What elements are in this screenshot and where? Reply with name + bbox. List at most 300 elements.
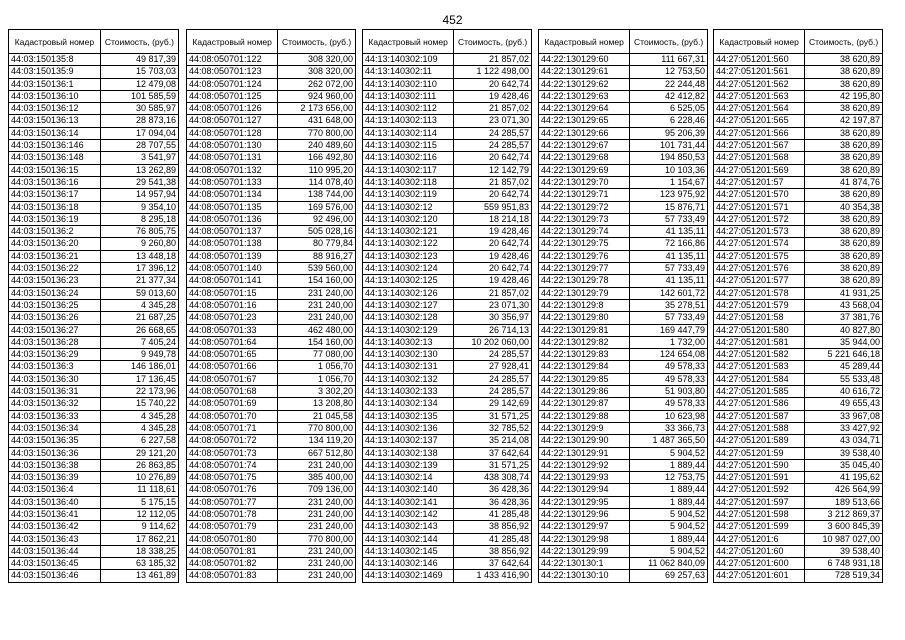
cadastral-number-cell: 44:27:051201:6 [714, 533, 805, 545]
cadastral-number-cell: 44:08:050701:68 [187, 386, 278, 398]
cost-cell: 88 916,27 [278, 250, 356, 262]
cadastral-number-cell: 44:08:050701:67 [187, 373, 278, 385]
cost-cell: 9 260,80 [100, 238, 178, 250]
cadastral-number-cell: 44:08:050701:33 [187, 324, 278, 336]
cadastral-number-cell: 44:27:051201:583 [714, 361, 805, 373]
table-row [187, 238, 356, 250]
cost-cell: 95 206,39 [630, 127, 708, 139]
table-row [187, 140, 356, 152]
table-row [539, 263, 708, 275]
cadastral-number-cell: 44:27:051201:582 [714, 349, 805, 361]
cadastral-number-cell: 44:13:140302:111 [363, 90, 454, 102]
table-row [9, 275, 179, 287]
cost-cell: 35 214,08 [454, 435, 532, 447]
table-row [539, 213, 708, 225]
cadastral-number-cell: 44:22:130129:88 [539, 410, 630, 422]
table-row [363, 472, 532, 484]
cost-cell: 154 160,00 [278, 275, 356, 287]
table-row [539, 361, 708, 373]
table-row [714, 164, 883, 176]
cost-cell: 24 285,57 [454, 349, 532, 361]
table-row [714, 90, 883, 102]
cost-cell: 21 687,25 [100, 312, 178, 324]
cadastral-number-cell: 44:03:150136:34 [9, 422, 101, 434]
cost-cell: 49 578,33 [630, 398, 708, 410]
table-row [9, 447, 179, 459]
cadastral-number-cell: 44:08:050701:133 [187, 176, 278, 188]
header-cadastral-number: Кадастровый номер [363, 30, 454, 54]
cadastral-number-cell: 44:27:051201:599 [714, 521, 805, 533]
cost-cell: 42 412,82 [630, 90, 708, 102]
cost-cell: 39 538,40 [805, 447, 883, 459]
cadastral-number-cell: 44:13:140302:117 [363, 164, 454, 176]
table-row [363, 250, 532, 262]
cadastral-number-cell: 44:27:051201:576 [714, 263, 805, 275]
table-row [187, 361, 356, 373]
table-row [187, 164, 356, 176]
cost-cell: 22 244,48 [630, 78, 708, 90]
cost-cell: 28 707,55 [100, 140, 178, 152]
table-row [363, 78, 532, 90]
cost-cell: 111 667,31 [630, 54, 708, 66]
cost-cell: 27 928,41 [454, 361, 532, 373]
table-row [363, 349, 532, 361]
table-row [363, 115, 532, 127]
table-row [187, 373, 356, 385]
table-row [363, 66, 532, 78]
cost-cell: 17 136,45 [100, 373, 178, 385]
cost-cell: 539 560,00 [278, 263, 356, 275]
cost-cell: 41 931,25 [805, 287, 883, 299]
table-row [9, 484, 179, 496]
cost-cell: 51 903,80 [630, 386, 708, 398]
table-row [9, 508, 179, 520]
table-row [714, 226, 883, 238]
table-row [714, 508, 883, 520]
cadastral-number-cell: 44:27:051201:574 [714, 238, 805, 250]
cost-cell: 19 428,46 [454, 250, 532, 262]
cost-cell: 154 160,00 [278, 336, 356, 348]
cadastral-number-cell: 44:03:150136:146 [9, 140, 101, 152]
table-row [539, 54, 708, 66]
table-row [9, 250, 179, 262]
cadastral-number-cell: 44:13:140302:145 [363, 545, 454, 557]
cost-cell: 18 214,18 [454, 213, 532, 225]
cost-cell: 37 642,64 [454, 558, 532, 570]
cadastral-number-cell: 44:08:050701:130 [187, 140, 278, 152]
cost-cell: 38 620,89 [805, 226, 883, 238]
cost-cell: 17 094,04 [100, 127, 178, 139]
cost-cell: 770 800,00 [278, 422, 356, 434]
cadastral-number-cell: 44:27:051201:589 [714, 435, 805, 447]
cadastral-number-cell: 44:13:140302:122 [363, 238, 454, 250]
table-row [714, 447, 883, 459]
table-row [714, 201, 883, 213]
table-row [187, 349, 356, 361]
cost-cell: 38 620,89 [805, 238, 883, 250]
cost-cell: 114 078,40 [278, 176, 356, 188]
cost-cell: 770 800,00 [278, 533, 356, 545]
cadastral-number-cell: 44:13:140302:143 [363, 521, 454, 533]
table-row [714, 570, 883, 582]
cadastral-number-cell: 44:03:150135:8 [9, 54, 101, 66]
table-row [714, 140, 883, 152]
table-row [539, 545, 708, 557]
cadastral-number-cell: 44:13:140302:141 [363, 496, 454, 508]
table-row [187, 336, 356, 348]
header-cost: Стоимость, (руб.) [454, 30, 532, 54]
cadastral-number-cell: 44:13:140302:112 [363, 103, 454, 115]
table-row [363, 422, 532, 434]
header-cost: Стоимость, (руб.) [100, 30, 178, 54]
cost-cell: 38 620,89 [805, 275, 883, 287]
table-row [363, 373, 532, 385]
table-row [363, 521, 532, 533]
cadastral-number-cell: 44:03:150136:39 [9, 472, 101, 484]
cost-cell: 21 857,02 [454, 176, 532, 188]
table-row [9, 398, 179, 410]
table-row [187, 54, 356, 66]
cadastral-number-cell: 44:22:130129:93 [539, 472, 630, 484]
cadastral-number-cell: 44:08:050701:136 [187, 213, 278, 225]
table-row [539, 447, 708, 459]
cost-cell: 15 876,71 [630, 201, 708, 213]
cost-cell: 5 175,15 [100, 496, 178, 508]
cadastral-number-cell: 44:08:050701:71 [187, 422, 278, 434]
cost-cell: 12 753,75 [630, 472, 708, 484]
cadastral-number-cell: 44:13:140302:132 [363, 373, 454, 385]
cost-cell: 231 240,00 [278, 312, 356, 324]
cost-cell: 31 571,25 [454, 410, 532, 422]
cost-cell: 231 240,00 [278, 521, 356, 533]
cost-cell: 43 034,71 [805, 435, 883, 447]
header-cost: Стоимость, (руб.) [278, 30, 356, 54]
cost-cell: 38 620,89 [805, 189, 883, 201]
table-row [539, 201, 708, 213]
cost-cell: 20 642,74 [454, 263, 532, 275]
cadastral-number-cell: 44:22:130129:78 [539, 275, 630, 287]
cost-cell: 12 479,08 [100, 78, 178, 90]
cadastral-number-cell: 44:27:051201:566 [714, 127, 805, 139]
cadastral-number-cell: 44:22:130129:72 [539, 201, 630, 213]
table-row [539, 238, 708, 250]
cost-cell: 1 889,44 [630, 496, 708, 508]
table-row [9, 201, 179, 213]
cadastral-number-cell: 44:22:130129:66 [539, 127, 630, 139]
cost-cell: 49 578,33 [630, 361, 708, 373]
cost-cell: 33 427,92 [805, 422, 883, 434]
cadastral-number-cell: 44:08:050701:76 [187, 484, 278, 496]
cost-cell: 59 013,60 [100, 287, 178, 299]
table-row [714, 410, 883, 422]
table-row [187, 90, 356, 102]
cadastral-number-cell: 44:27:051201:585 [714, 386, 805, 398]
cost-cell: 770 800,00 [278, 127, 356, 139]
table-row [9, 533, 179, 545]
table-row [187, 484, 356, 496]
cadastral-number-cell: 44:03:150136:27 [9, 324, 101, 336]
cost-cell: 30 585,97 [100, 103, 178, 115]
table-row [539, 176, 708, 188]
table-row [363, 226, 532, 238]
table-row [9, 140, 179, 152]
cost-cell: 101 731,44 [630, 140, 708, 152]
table-row [9, 459, 179, 471]
table-row [363, 164, 532, 176]
table-row [9, 127, 179, 139]
cadastral-number-cell: 44:27:051201:572 [714, 213, 805, 225]
cost-cell: 57 733,49 [630, 213, 708, 225]
cost-cell: 41 135,11 [630, 250, 708, 262]
cadastral-number-cell: 44:03:150136:1 [9, 78, 101, 90]
cost-cell: 194 850,53 [630, 152, 708, 164]
cadastral-number-cell: 44:22:130129:97 [539, 521, 630, 533]
cost-cell: 36 428,36 [454, 496, 532, 508]
cadastral-number-cell: 44:27:051201:567 [714, 140, 805, 152]
table-row [539, 398, 708, 410]
cost-cell: 38 620,89 [805, 164, 883, 176]
table-row [9, 176, 179, 188]
table-row [714, 545, 883, 557]
cadastral-number-cell: 44:08:050701:125 [187, 90, 278, 102]
cadastral-number-cell: 44:08:050701:80 [187, 533, 278, 545]
cadastral-number-cell: 44:27:051201:573 [714, 226, 805, 238]
cadastral-number-cell: 44:08:050701:131 [187, 152, 278, 164]
cost-cell: 22 173,96 [100, 386, 178, 398]
table-row [363, 299, 532, 311]
cost-cell: 38 620,89 [805, 127, 883, 139]
cost-cell: 17 862,21 [100, 533, 178, 545]
cost-cell: 134 119,20 [278, 435, 356, 447]
cadastral-tables [0, 29, 905, 629]
cost-cell: 40 354,38 [805, 201, 883, 213]
cost-cell: 166 492,80 [278, 152, 356, 164]
cadastral-number-cell: 44:27:051201:597 [714, 496, 805, 508]
cadastral-number-cell: 44:08:050701:15 [187, 287, 278, 299]
table-row [363, 361, 532, 373]
table-row [9, 226, 179, 238]
cost-cell: 6 227,58 [100, 435, 178, 447]
cadastral-number-cell: 44:27:051201:569 [714, 164, 805, 176]
cadastral-number-cell: 44:27:051201:563 [714, 90, 805, 102]
cadastral-number-cell: 44:22:130129:81 [539, 324, 630, 336]
cadastral-number-cell: 44:03:150136:21 [9, 250, 101, 262]
cadastral-number-cell: 44:08:050701:122 [187, 54, 278, 66]
table-row [363, 558, 532, 570]
cost-cell: 39 538,40 [805, 545, 883, 557]
cadastral-number-cell: 44:22:130129:82 [539, 336, 630, 348]
cost-cell: 231 240,00 [278, 496, 356, 508]
table-row [539, 558, 708, 570]
cadastral-number-cell: 44:22:130129:74 [539, 226, 630, 238]
table-row [187, 558, 356, 570]
cost-cell: 23 071,30 [454, 299, 532, 311]
cost-cell: 124 654,08 [630, 349, 708, 361]
cadastral-number-cell: 44:03:150136:13 [9, 115, 101, 127]
cadastral-number-cell: 44:08:050701:141 [187, 275, 278, 287]
table-row [187, 435, 356, 447]
cadastral-number-cell: 44:03:150136:14 [9, 127, 101, 139]
cost-cell: 5 904,52 [630, 545, 708, 557]
cost-cell: 31 571,25 [454, 459, 532, 471]
cadastral-number-cell: 44:13:140302:124 [363, 263, 454, 275]
table-row [187, 189, 356, 201]
cadastral-number-cell: 44:27:051201:587 [714, 410, 805, 422]
table-row [714, 472, 883, 484]
table-row [9, 496, 179, 508]
cadastral-number-cell: 44:08:050701:72 [187, 435, 278, 447]
table-row [714, 275, 883, 287]
table-row [9, 299, 179, 311]
cost-cell: 123 975,92 [630, 189, 708, 201]
cadastral-number-cell: 44:13:140302:123 [363, 250, 454, 262]
cadastral-table-2 [186, 29, 356, 583]
table-row [187, 459, 356, 471]
cost-cell: 20 642,74 [454, 78, 532, 90]
cadastral-number-cell: 44:03:150136:26 [9, 312, 101, 324]
cadastral-number-cell: 44:22:130129:95 [539, 496, 630, 508]
cost-cell: 38 856,92 [454, 521, 532, 533]
cadastral-number-cell: 44:13:140302:109 [363, 54, 454, 66]
cadastral-number-cell: 44:27:051201:581 [714, 336, 805, 348]
cadastral-number-cell: 44:27:051201:580 [714, 324, 805, 336]
cadastral-number-cell: 44:03:150136:2 [9, 226, 101, 238]
table-row [363, 189, 532, 201]
cadastral-number-cell: 44:08:050701:64 [187, 336, 278, 348]
cadastral-number-cell: 44:13:140302:134 [363, 398, 454, 410]
cadastral-number-cell: 44:03:150136:3 [9, 361, 101, 373]
cost-cell: 33 366,73 [630, 422, 708, 434]
table-row [539, 115, 708, 127]
header-cost: Стоимость, (руб.) [630, 30, 708, 54]
cadastral-number-cell: 44:08:050701:123 [187, 66, 278, 78]
table-row [714, 127, 883, 139]
table-row [9, 435, 179, 447]
table-row [539, 287, 708, 299]
cost-cell: 26 668,65 [100, 324, 178, 336]
cost-cell: 142 601,72 [630, 287, 708, 299]
cadastral-number-cell: 44:27:051201:570 [714, 189, 805, 201]
cost-cell: 1 056,70 [278, 373, 356, 385]
cost-cell: 1 487 365,50 [630, 435, 708, 447]
cost-cell: 3 302,20 [278, 386, 356, 398]
cost-cell: 462 480,00 [278, 324, 356, 336]
cadastral-number-cell: 44:08:050701:70 [187, 410, 278, 422]
table-row [539, 570, 708, 582]
cost-cell: 41 135,11 [630, 275, 708, 287]
cadastral-number-cell: 44:08:050701:82 [187, 558, 278, 570]
table-row [187, 472, 356, 484]
table-row [9, 189, 179, 201]
cost-cell: 10 623,98 [630, 410, 708, 422]
cost-cell: 72 166,86 [630, 238, 708, 250]
table-row [9, 152, 179, 164]
cost-cell: 4 345,28 [100, 422, 178, 434]
cost-cell: 4 345,28 [100, 410, 178, 422]
cost-cell: 11 118,61 [100, 484, 178, 496]
cadastral-number-cell: 44:27:051201:575 [714, 250, 805, 262]
cost-cell: 57 733,49 [630, 312, 708, 324]
cadastral-number-cell: 44:22:130129:60 [539, 54, 630, 66]
table-row [714, 78, 883, 90]
cadastral-table-3 [362, 29, 532, 583]
cost-cell: 77 080,00 [278, 349, 356, 361]
cost-cell: 21 045,58 [278, 410, 356, 422]
table-row [539, 508, 708, 520]
table-row [187, 447, 356, 459]
cost-cell: 23 071,30 [454, 115, 532, 127]
table-row [9, 213, 179, 225]
cadastral-number-cell: 44:08:050701:79 [187, 521, 278, 533]
header-row [363, 30, 532, 54]
table-row [714, 459, 883, 471]
cadastral-number-cell: 44:22:130129:75 [539, 238, 630, 250]
cadastral-number-cell: 44:22:130129:64 [539, 103, 630, 115]
table-row [9, 472, 179, 484]
table-row [363, 152, 532, 164]
cadastral-number-cell: 44:03:150136:4 [9, 484, 101, 496]
cadastral-number-cell: 44:27:051201:591 [714, 472, 805, 484]
table-row [363, 447, 532, 459]
cost-cell: 19 428,46 [454, 90, 532, 102]
cadastral-number-cell: 44:27:051201:571 [714, 201, 805, 213]
cadastral-number-cell: 44:13:140302:131 [363, 361, 454, 373]
table-row [363, 176, 532, 188]
table-row [9, 287, 179, 299]
table-row [714, 263, 883, 275]
cost-cell: 21 857,02 [454, 103, 532, 115]
cost-cell: 14 957,94 [100, 189, 178, 201]
cadastral-number-cell: 44:08:050701:83 [187, 570, 278, 582]
cadastral-number-cell: 44:27:051201:578 [714, 287, 805, 299]
cadastral-number-cell: 44:08:050701:81 [187, 545, 278, 557]
cadastral-number-cell: 44:13:140302:144 [363, 533, 454, 545]
cost-cell: 92 496,00 [278, 213, 356, 225]
cost-cell: 11 062 840,09 [630, 558, 708, 570]
cost-cell: 2 173 656,00 [278, 103, 356, 115]
cadastral-number-cell: 44:13:140302:115 [363, 140, 454, 152]
cadastral-number-cell: 44:03:150136:42 [9, 521, 101, 533]
cadastral-number-cell: 44:22:130129:79 [539, 287, 630, 299]
cadastral-number-cell: 44:08:050701:128 [187, 127, 278, 139]
cadastral-number-cell: 44:27:051201:600 [714, 558, 805, 570]
cost-cell: 19 428,46 [454, 226, 532, 238]
cadastral-number-cell: 44:08:050701:74 [187, 459, 278, 471]
cadastral-number-cell: 44:08:050701:66 [187, 361, 278, 373]
cost-cell: 10 276,89 [100, 472, 178, 484]
table-row [9, 386, 179, 398]
table-row [363, 570, 532, 582]
cadastral-number-cell: 44:27:051201:58 [714, 312, 805, 324]
cadastral-number-cell: 44:13:140302:11 [363, 66, 454, 78]
table-row [9, 263, 179, 275]
cadastral-number-cell: 44:13:140302:116 [363, 152, 454, 164]
cadastral-number-cell: 44:08:050701:140 [187, 263, 278, 275]
cadastral-number-cell: 44:22:130129:87 [539, 398, 630, 410]
table-row [539, 472, 708, 484]
cost-cell: 38 620,89 [805, 78, 883, 90]
cadastral-number-cell: 44:03:150136:30 [9, 373, 101, 385]
cost-cell: 9 949,78 [100, 349, 178, 361]
table-row [714, 484, 883, 496]
cadastral-number-cell: 44:03:150136:19 [9, 213, 101, 225]
cadastral-number-cell: 44:08:050701:132 [187, 164, 278, 176]
cadastral-number-cell: 44:22:130129:91 [539, 447, 630, 459]
table-row [539, 521, 708, 533]
cadastral-number-cell: 44:13:140302:130 [363, 349, 454, 361]
cadastral-number-cell: 44:13:140302:129 [363, 324, 454, 336]
cadastral-number-cell: 44:22:130129:73 [539, 213, 630, 225]
